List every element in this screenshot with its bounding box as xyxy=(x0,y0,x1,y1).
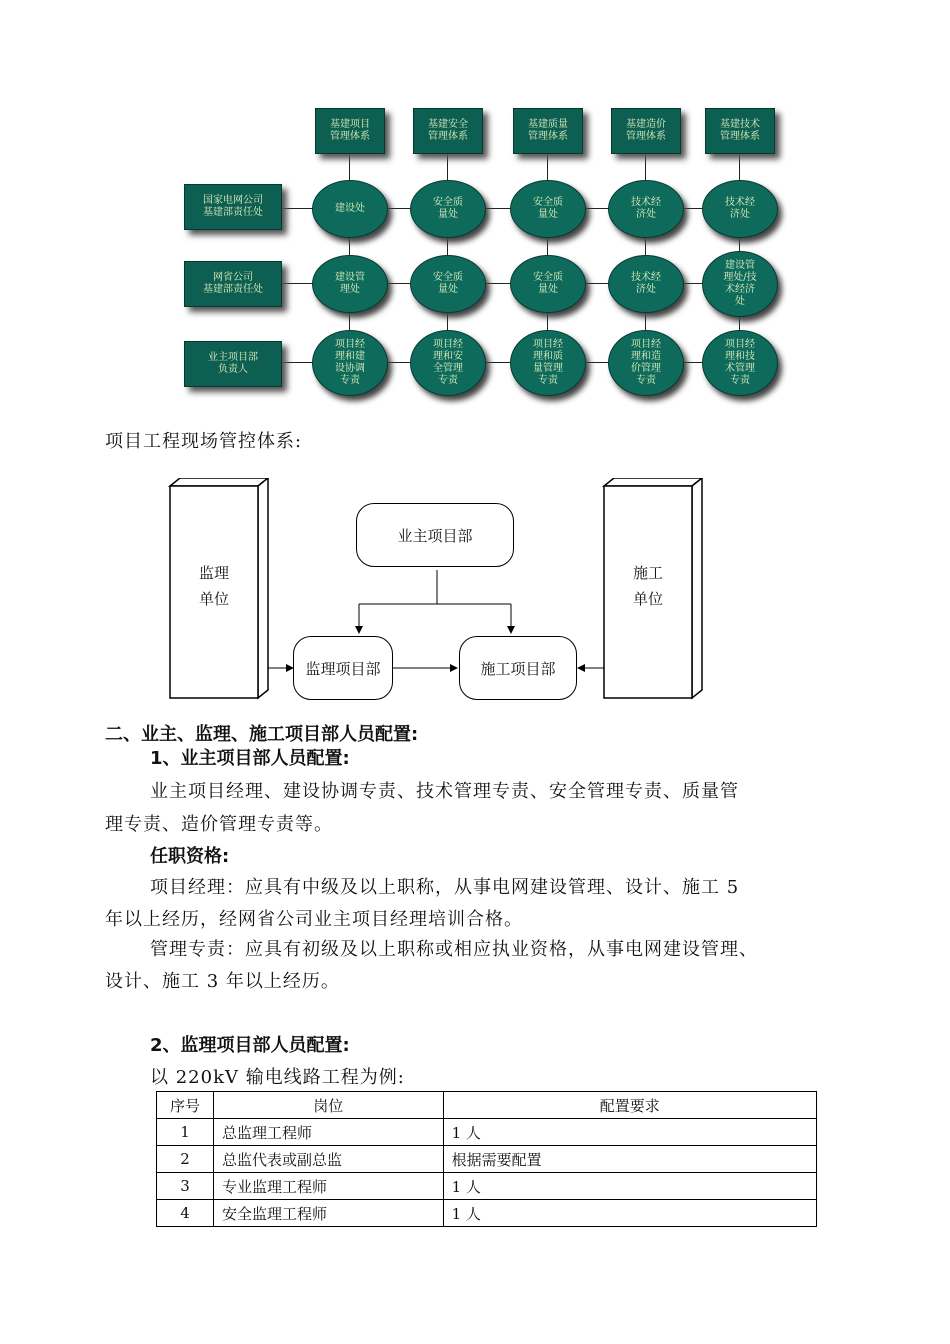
oval-r1-c5: 技术经 济处 xyxy=(702,180,778,238)
diagram2-caption: 项目工程现场管控体系: xyxy=(105,431,303,452)
oval-r3-c3: 项目经 理和质 量管理 专责 xyxy=(510,330,586,396)
paragraph-1-line-2: 理专责、造价管理专责等。 xyxy=(105,814,333,835)
paragraph-2-line-1: 项目经理：应具有中级及以上职称，从事电网建设管理、设计、施工 5 xyxy=(150,877,740,898)
system-box-safety: 基建安全 管理体系 xyxy=(413,108,483,154)
construction-unit-label: 施工 单位 xyxy=(632,564,663,608)
cell-serial: 3 xyxy=(157,1173,214,1200)
paragraph-2-line-2: 年以上经历，经网省公司业主项目经理培训合格。 xyxy=(105,909,523,930)
system-box-project: 基建项目 管理体系 xyxy=(315,108,385,154)
cell-requirement: 1 人 xyxy=(443,1119,816,1146)
cell-requirement: 1 人 xyxy=(443,1173,816,1200)
cell-position: 总监代表或副总监 xyxy=(213,1146,443,1173)
oval-r2-c4: 技术经 济处 xyxy=(608,255,684,313)
oval-r3-c1: 项目经 理和建 设协调 专责 xyxy=(312,330,388,396)
row-label-state-grid: 国家电网公司 基建部责任处 xyxy=(184,184,282,230)
oval-r1-c1: 建设处 xyxy=(312,180,388,238)
header-requirement: 配置要求 xyxy=(443,1092,816,1119)
oval-r1-c3: 安全质 量处 xyxy=(510,180,586,238)
staffing-table xyxy=(156,1091,817,1227)
oval-r3-c5: 项目经 理和技 术管理 专责 xyxy=(702,330,778,396)
table-header-row xyxy=(157,1092,817,1119)
oval-r1-c2: 安全质 量处 xyxy=(410,180,486,238)
row-label-owner-dept: 业主项目部 负责人 xyxy=(184,341,282,387)
paragraph-3-line-1: 管理专责：应具有初级及以上职称或相应执业资格，从事电网建设管理、 xyxy=(150,939,758,960)
section-title: 二、业主、监理、施工项目部人员配置: xyxy=(105,724,419,745)
system-box-cost: 基建造价 管理体系 xyxy=(611,108,681,154)
table-row xyxy=(157,1200,817,1227)
system-box-quality: 基建质量 管理体系 xyxy=(513,108,583,154)
header-position: 岗位 xyxy=(213,1092,443,1119)
oval-r1-c4: 技术经 济处 xyxy=(608,180,684,238)
cell-position: 专业监理工程师 xyxy=(213,1173,443,1200)
oval-r3-c2: 项目经 理和安 全管理 专责 xyxy=(410,330,486,396)
construction-project-dept-box: 施工项目部 xyxy=(459,636,577,700)
system-box-technology: 基建技术 管理体系 xyxy=(705,108,775,154)
paragraph-3-line-2: 设计、施工 3 年以上经历。 xyxy=(105,971,340,992)
table-row xyxy=(157,1119,817,1146)
table-row xyxy=(157,1173,817,1200)
cell-serial: 1 xyxy=(157,1119,214,1146)
cell-serial: 2 xyxy=(157,1146,214,1173)
oval-r2-c1: 建设管 理处 xyxy=(312,255,388,313)
table-intro: 以 220kV 输电线路工程为例: xyxy=(150,1067,405,1088)
cell-position: 总监理工程师 xyxy=(213,1119,443,1146)
qualification-title: 任职资格: xyxy=(150,846,230,867)
supervision-project-dept-box: 监理项目部 xyxy=(293,636,393,700)
header-serial: 序号 xyxy=(157,1092,214,1119)
oval-r2-c3: 安全质 量处 xyxy=(510,255,586,313)
table-row xyxy=(157,1146,817,1173)
oval-r3-c4: 项目经 理和造 价管理 专责 xyxy=(608,330,684,396)
subsection-2-title: 2、监理项目部人员配置: xyxy=(150,1035,350,1056)
oval-r2-c2: 安全质 量处 xyxy=(410,255,486,313)
subsection-1-title: 1、业主项目部人员配置: xyxy=(150,748,350,769)
supervision-unit-label: 监理 单位 xyxy=(198,564,229,608)
cell-requirement: 根据需要配置 xyxy=(443,1146,816,1173)
owner-project-dept-box: 业主项目部 xyxy=(356,503,514,567)
paragraph-1-line-1: 业主项目经理、建设协调专责、技术管理专责、安全管理专责、质量管 xyxy=(150,781,739,802)
oval-r2-c5: 建设管 理处/技 术经济 处 xyxy=(702,251,778,317)
cell-requirement: 1 人 xyxy=(443,1200,816,1227)
row-label-provincial: 网省公司 基建部责任处 xyxy=(184,261,282,307)
cell-serial: 4 xyxy=(157,1200,214,1227)
cell-position: 安全监理工程师 xyxy=(213,1200,443,1227)
